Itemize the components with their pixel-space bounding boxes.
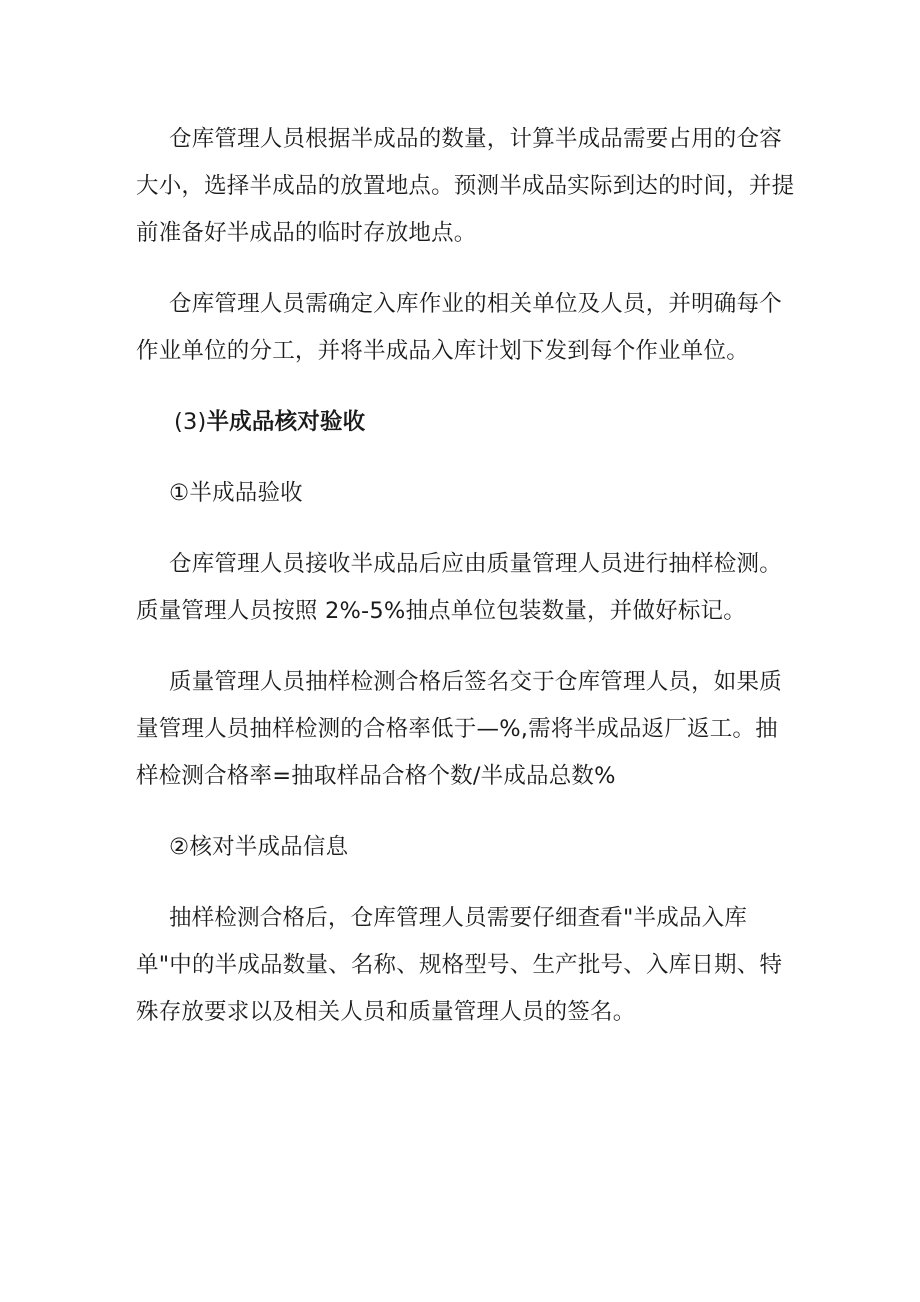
section-number: (3): [174, 409, 207, 435]
paragraph-pass-rate: 质量管理人员抽样检测合格后签名交于仓库管理人员，如果质量管理人员抽样检测的合格率低于—%,需将半成品返厂返工。抽样检测合格率=抽取样品合格个数/半成品总数%: [136, 669, 782, 789]
paragraph-sampling: 仓库管理人员接收半成品后应由质量管理人员进行抽样检测。质量管理人员按照 2%-5%抽点单位包装数量，并做好标记。: [136, 551, 782, 624]
paragraph-work-units: 仓库管理人员需确定入库作业的相关单位及人员，并明确每个作业单位的分工，并将半成品入库计划下发到每个作业单位。: [136, 291, 782, 364]
subheading-verify-info: ②核对半成品信息: [169, 834, 349, 860]
document-body: [136, 116, 796, 1060]
paragraph-storage-planning: 仓库管理人员根据半成品的数量，计算半成品需要占用的仓容大小，选择半成品的放置地点。预测半成品实际到达的时间，并提前准备好半成品的临时存放地点。: [136, 126, 795, 246]
section-heading-3: [136, 399, 796, 446]
paragraph-check-receipt: 抽样检测合格后，仓库管理人员需要仔细查看"半成品入库单"中的半成品数量、名称、规格型号、生产批号、入库日期、特殊存放要求以及相关人员和质量管理人员的签名。: [136, 905, 783, 1025]
subheading-inspection: ①半成品验收: [169, 480, 303, 506]
section-title: 半成品核对验收: [206, 409, 366, 435]
